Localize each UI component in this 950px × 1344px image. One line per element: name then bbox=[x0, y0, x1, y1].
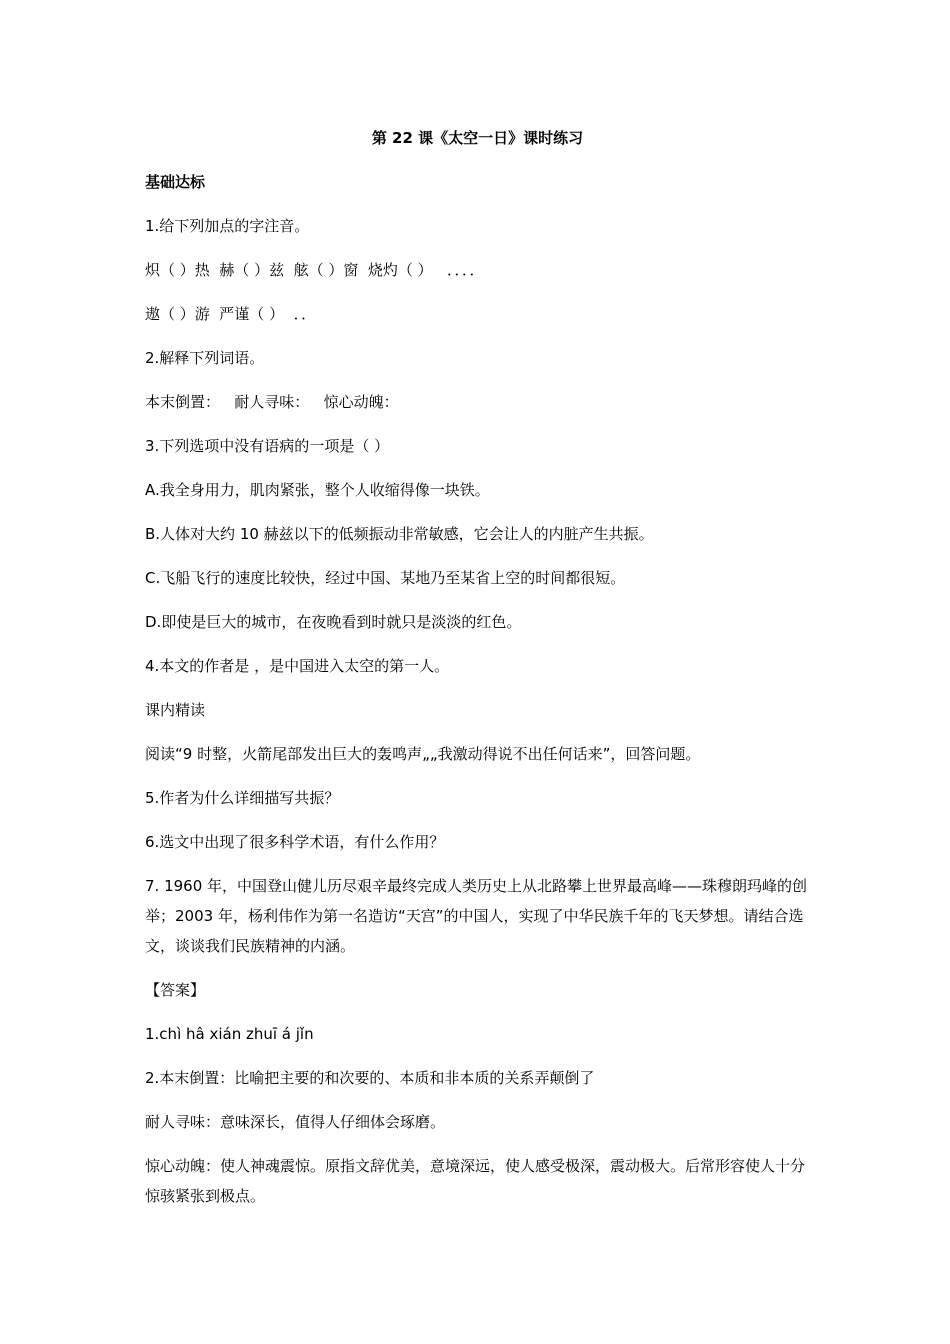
answer-2-b: 耐人寻味：意味深长，值得人仔细体会琢磨。 bbox=[145, 1113, 446, 1131]
question-7: 7. 1960 年，中国登山健儿历尽艰辛最终完成人类历史上从北路攀上世界最高峰——珠穆朗玛峰的创举；2003 年，杨利伟作为第一名造访“天宫”的中国人，实现了中华民族千年的飞天梦想。请结合选文，谈谈我们民族精神的内涵。 bbox=[145, 877, 808, 955]
reading-intro: 阅读“9 时整，火箭尾部发出巨大的轰鸣声„„我激动得说不出任何话来”，回答问题。 bbox=[145, 745, 701, 763]
question-2-terms: 本末倒置： 耐人寻味： 惊心动魄： bbox=[145, 393, 399, 411]
question-1-line-2: 遨（ ）游 严谨（ ） ．． bbox=[145, 305, 317, 323]
question-2: 2.解释下列词语。 bbox=[145, 349, 265, 367]
question-3: 3.下列选项中没有语病的一项是（ ） bbox=[145, 437, 390, 455]
question-1-line-1: 炽（ ）热 赫（ ）兹 舷（ ）窗 烧灼（ ） ．．．． bbox=[145, 261, 485, 279]
question-3-option-d: D.即使是巨大的城市，在夜晚看到时就只是淡淡的红色。 bbox=[145, 613, 522, 631]
section-basic-heading: 基础达标 bbox=[145, 173, 206, 191]
section-reading-heading: 课内精读 bbox=[145, 701, 206, 719]
answer-2: 2.本末倒置：比喻把主要的和次要的、本质和非本质的关系弄颠倒了 bbox=[145, 1069, 595, 1087]
question-6: 6.选文中出现了很多科学术语，有什么作用？ bbox=[145, 833, 445, 851]
document-page bbox=[145, 128, 810, 1230]
document-title: 第 22 课《太空一日》课时练习 bbox=[371, 129, 584, 147]
question-5: 5.作者为什么详细描写共振？ bbox=[145, 789, 340, 807]
answer-1: 1.chì hâ xián zhuī á jǐn bbox=[145, 1025, 314, 1043]
question-3-option-c: C.飞船飞行的速度比较快，经过中国、某地乃至某省上空的时间都很短。 bbox=[145, 569, 626, 587]
answer-header: 【答案】 bbox=[145, 981, 206, 999]
question-3-option-b: B.人体对大约 10 赫兹以下的低频振动非常敏感，它会让人的内脏产生共振。 bbox=[145, 525, 654, 543]
question-4: 4.本文的作者是 ，是中国进入太空的第一人。 bbox=[145, 657, 450, 675]
question-3-option-a: A.我全身用力，肌肉紧张，整个人收缩得像一块铁。 bbox=[145, 481, 490, 499]
answer-2-c: 惊心动魄：使人神魂震惊。原指文辞优美，意境深远，使人感受极深，震动极大。后常形容使人十分惊骇紧张到极点。 bbox=[145, 1157, 806, 1205]
question-1: 1.给下列加点的字注音。 bbox=[145, 217, 310, 235]
